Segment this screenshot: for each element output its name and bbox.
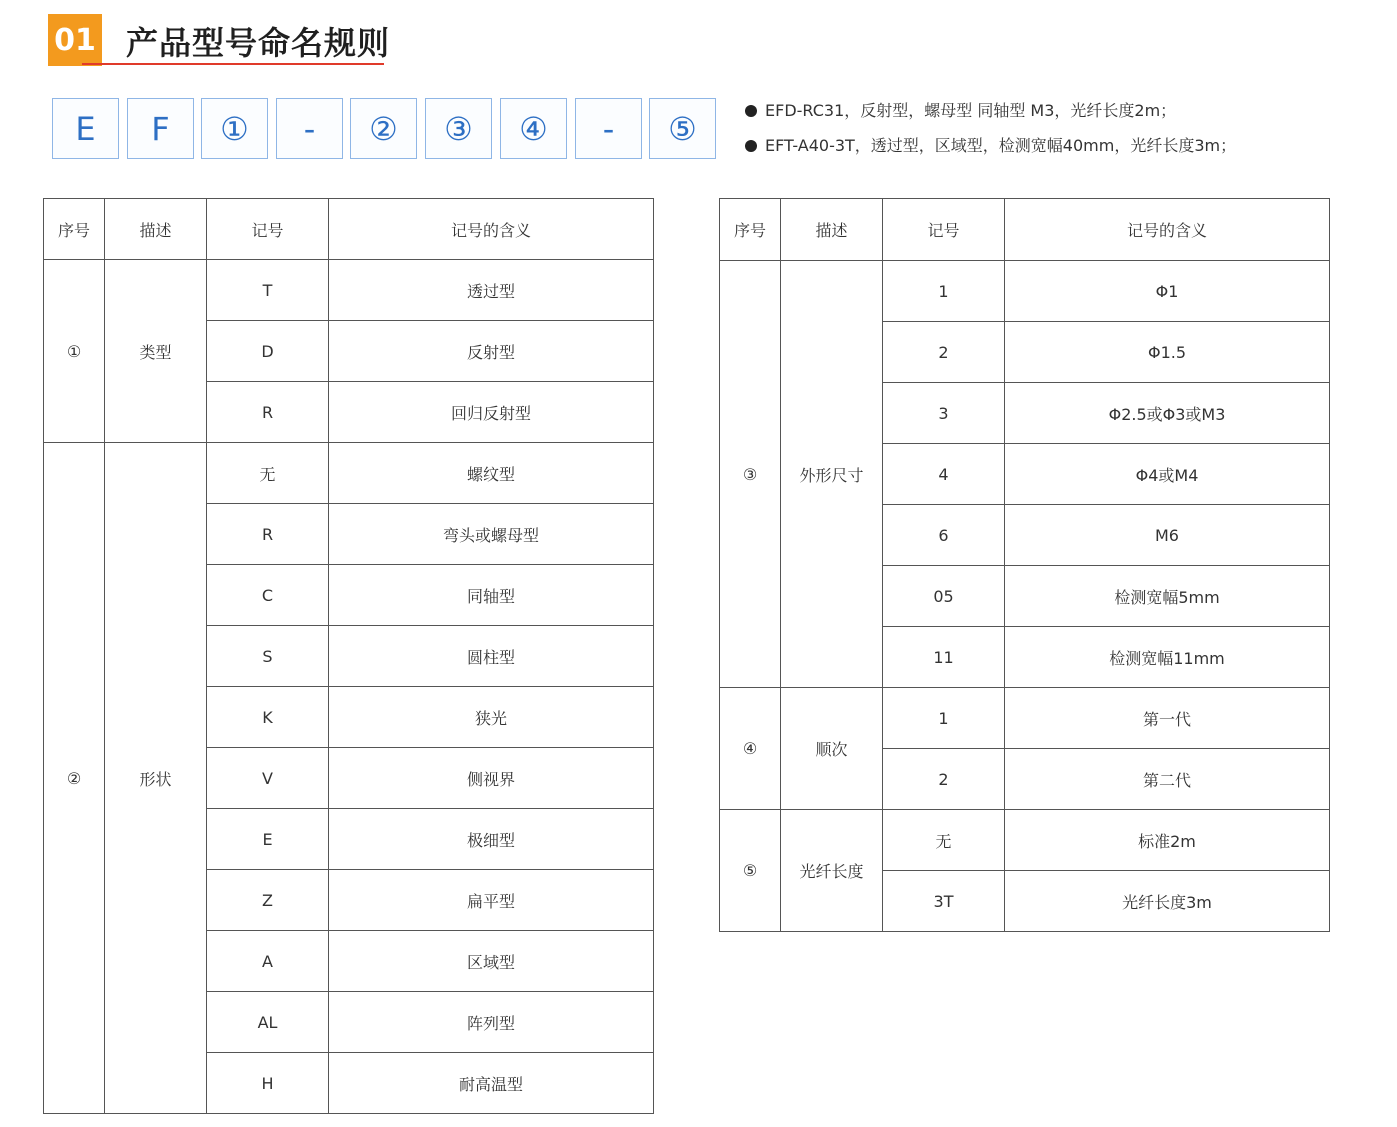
cell-meaning: 反射型: [329, 321, 654, 382]
cell-meaning: Φ1.5: [1005, 322, 1330, 383]
header-seq: 序号: [44, 199, 105, 260]
cell-code: 11: [883, 627, 1005, 688]
cell-code: E: [207, 809, 329, 870]
cell-meaning: Φ1: [1005, 261, 1330, 322]
cell-meaning: Φ2.5或Φ3或M3: [1005, 383, 1330, 444]
header-desc: 描述: [105, 199, 207, 260]
cell-meaning: 第二代: [1005, 749, 1330, 810]
example-item: [745, 135, 1236, 170]
cell-seq: ⑤: [720, 810, 781, 932]
example-text: EFD-RC31，反射型，螺母型 同轴型 M3，光纤长度2m；: [765, 101, 1177, 120]
cell-meaning: Φ4或M4: [1005, 444, 1330, 505]
table-header-row: [44, 199, 654, 260]
example-list: [745, 100, 1236, 170]
bullet-icon: [745, 140, 757, 152]
cell-meaning: 阵列型: [329, 992, 654, 1053]
cell-code: 05: [883, 566, 1005, 627]
cell-code: R: [207, 382, 329, 443]
cell-code: A: [207, 931, 329, 992]
cell-code: 1: [883, 261, 1005, 322]
table-row: [720, 810, 1330, 871]
cell-code: S: [207, 626, 329, 687]
bullet-icon: [745, 105, 757, 117]
header-desc: 描述: [781, 199, 883, 261]
table-row: [44, 443, 654, 504]
section-number-badge: 01: [48, 14, 102, 66]
header-seq: 序号: [720, 199, 781, 261]
cell-code: 4: [883, 444, 1005, 505]
cell-meaning: 光纤长度3m: [1005, 871, 1330, 932]
cell-desc: 类型: [105, 260, 207, 443]
cell-code: 6: [883, 505, 1005, 566]
cell-meaning: 透过型: [329, 260, 654, 321]
cell-meaning: 耐高温型: [329, 1053, 654, 1114]
header-meaning: 记号的含义: [1005, 199, 1330, 261]
cell-code: 无: [207, 443, 329, 504]
cell-code: H: [207, 1053, 329, 1114]
table-row: [720, 688, 1330, 749]
cell-desc: 光纤长度: [781, 810, 883, 932]
cell-code: 1: [883, 688, 1005, 749]
cell-code: AL: [207, 992, 329, 1053]
cell-meaning: 检测宽幅5mm: [1005, 566, 1330, 627]
cell-code: 无: [883, 810, 1005, 871]
cell-code: R: [207, 504, 329, 565]
cell-code: C: [207, 565, 329, 626]
cell-desc: 顺次: [781, 688, 883, 810]
title-underline: [82, 63, 384, 65]
header-meaning: 记号的含义: [329, 199, 654, 260]
cell-meaning: M6: [1005, 505, 1330, 566]
cell-seq: ①: [44, 260, 105, 443]
page-title: 产品型号命名规则: [126, 24, 391, 62]
cell-meaning: 侧视界: [329, 748, 654, 809]
header-code: 记号: [207, 199, 329, 260]
cell-seq: ④: [720, 688, 781, 810]
code-box-5: ②: [350, 98, 417, 159]
cell-desc: 形状: [105, 443, 207, 1114]
cell-code: D: [207, 321, 329, 382]
cell-code: Z: [207, 870, 329, 931]
cell-code: T: [207, 260, 329, 321]
header-code: 记号: [883, 199, 1005, 261]
cell-meaning: 标准2m: [1005, 810, 1330, 871]
cell-seq: ③: [720, 261, 781, 688]
cell-desc: 外形尺寸: [781, 261, 883, 688]
code-box-8: -: [575, 98, 642, 159]
cell-code: 3T: [883, 871, 1005, 932]
code-box-6: ③: [425, 98, 492, 159]
cell-code: K: [207, 687, 329, 748]
cell-meaning: 螺纹型: [329, 443, 654, 504]
code-box-7: ④: [500, 98, 567, 159]
cell-seq: ②: [44, 443, 105, 1114]
code-box-3: ①: [201, 98, 268, 159]
example-item: [745, 100, 1236, 135]
code-box-4: -: [276, 98, 343, 159]
cell-meaning: 回归反射型: [329, 382, 654, 443]
cell-meaning: 扁平型: [329, 870, 654, 931]
cell-code: 3: [883, 383, 1005, 444]
naming-table-left: [43, 198, 654, 1114]
code-box-1: E: [52, 98, 119, 159]
cell-meaning: 极细型: [329, 809, 654, 870]
naming-table-right: [719, 198, 1330, 932]
cell-code: V: [207, 748, 329, 809]
cell-meaning: 第一代: [1005, 688, 1330, 749]
cell-meaning: 检测宽幅11mm: [1005, 627, 1330, 688]
cell-code: 2: [883, 749, 1005, 810]
cell-meaning: 狭光: [329, 687, 654, 748]
cell-meaning: 弯头或螺母型: [329, 504, 654, 565]
table-row: [44, 260, 654, 321]
cell-meaning: 圆柱型: [329, 626, 654, 687]
table-header-row: [720, 199, 1330, 261]
table-row: [720, 261, 1330, 322]
cell-meaning: 区域型: [329, 931, 654, 992]
cell-meaning: 同轴型: [329, 565, 654, 626]
cell-code: 2: [883, 322, 1005, 383]
example-text: EFT-A40-3T，透过型，区域型，检测宽幅40mm，光纤长度3m；: [765, 136, 1237, 155]
code-box-2: F: [127, 98, 194, 159]
code-box-9: ⑤: [649, 98, 716, 159]
